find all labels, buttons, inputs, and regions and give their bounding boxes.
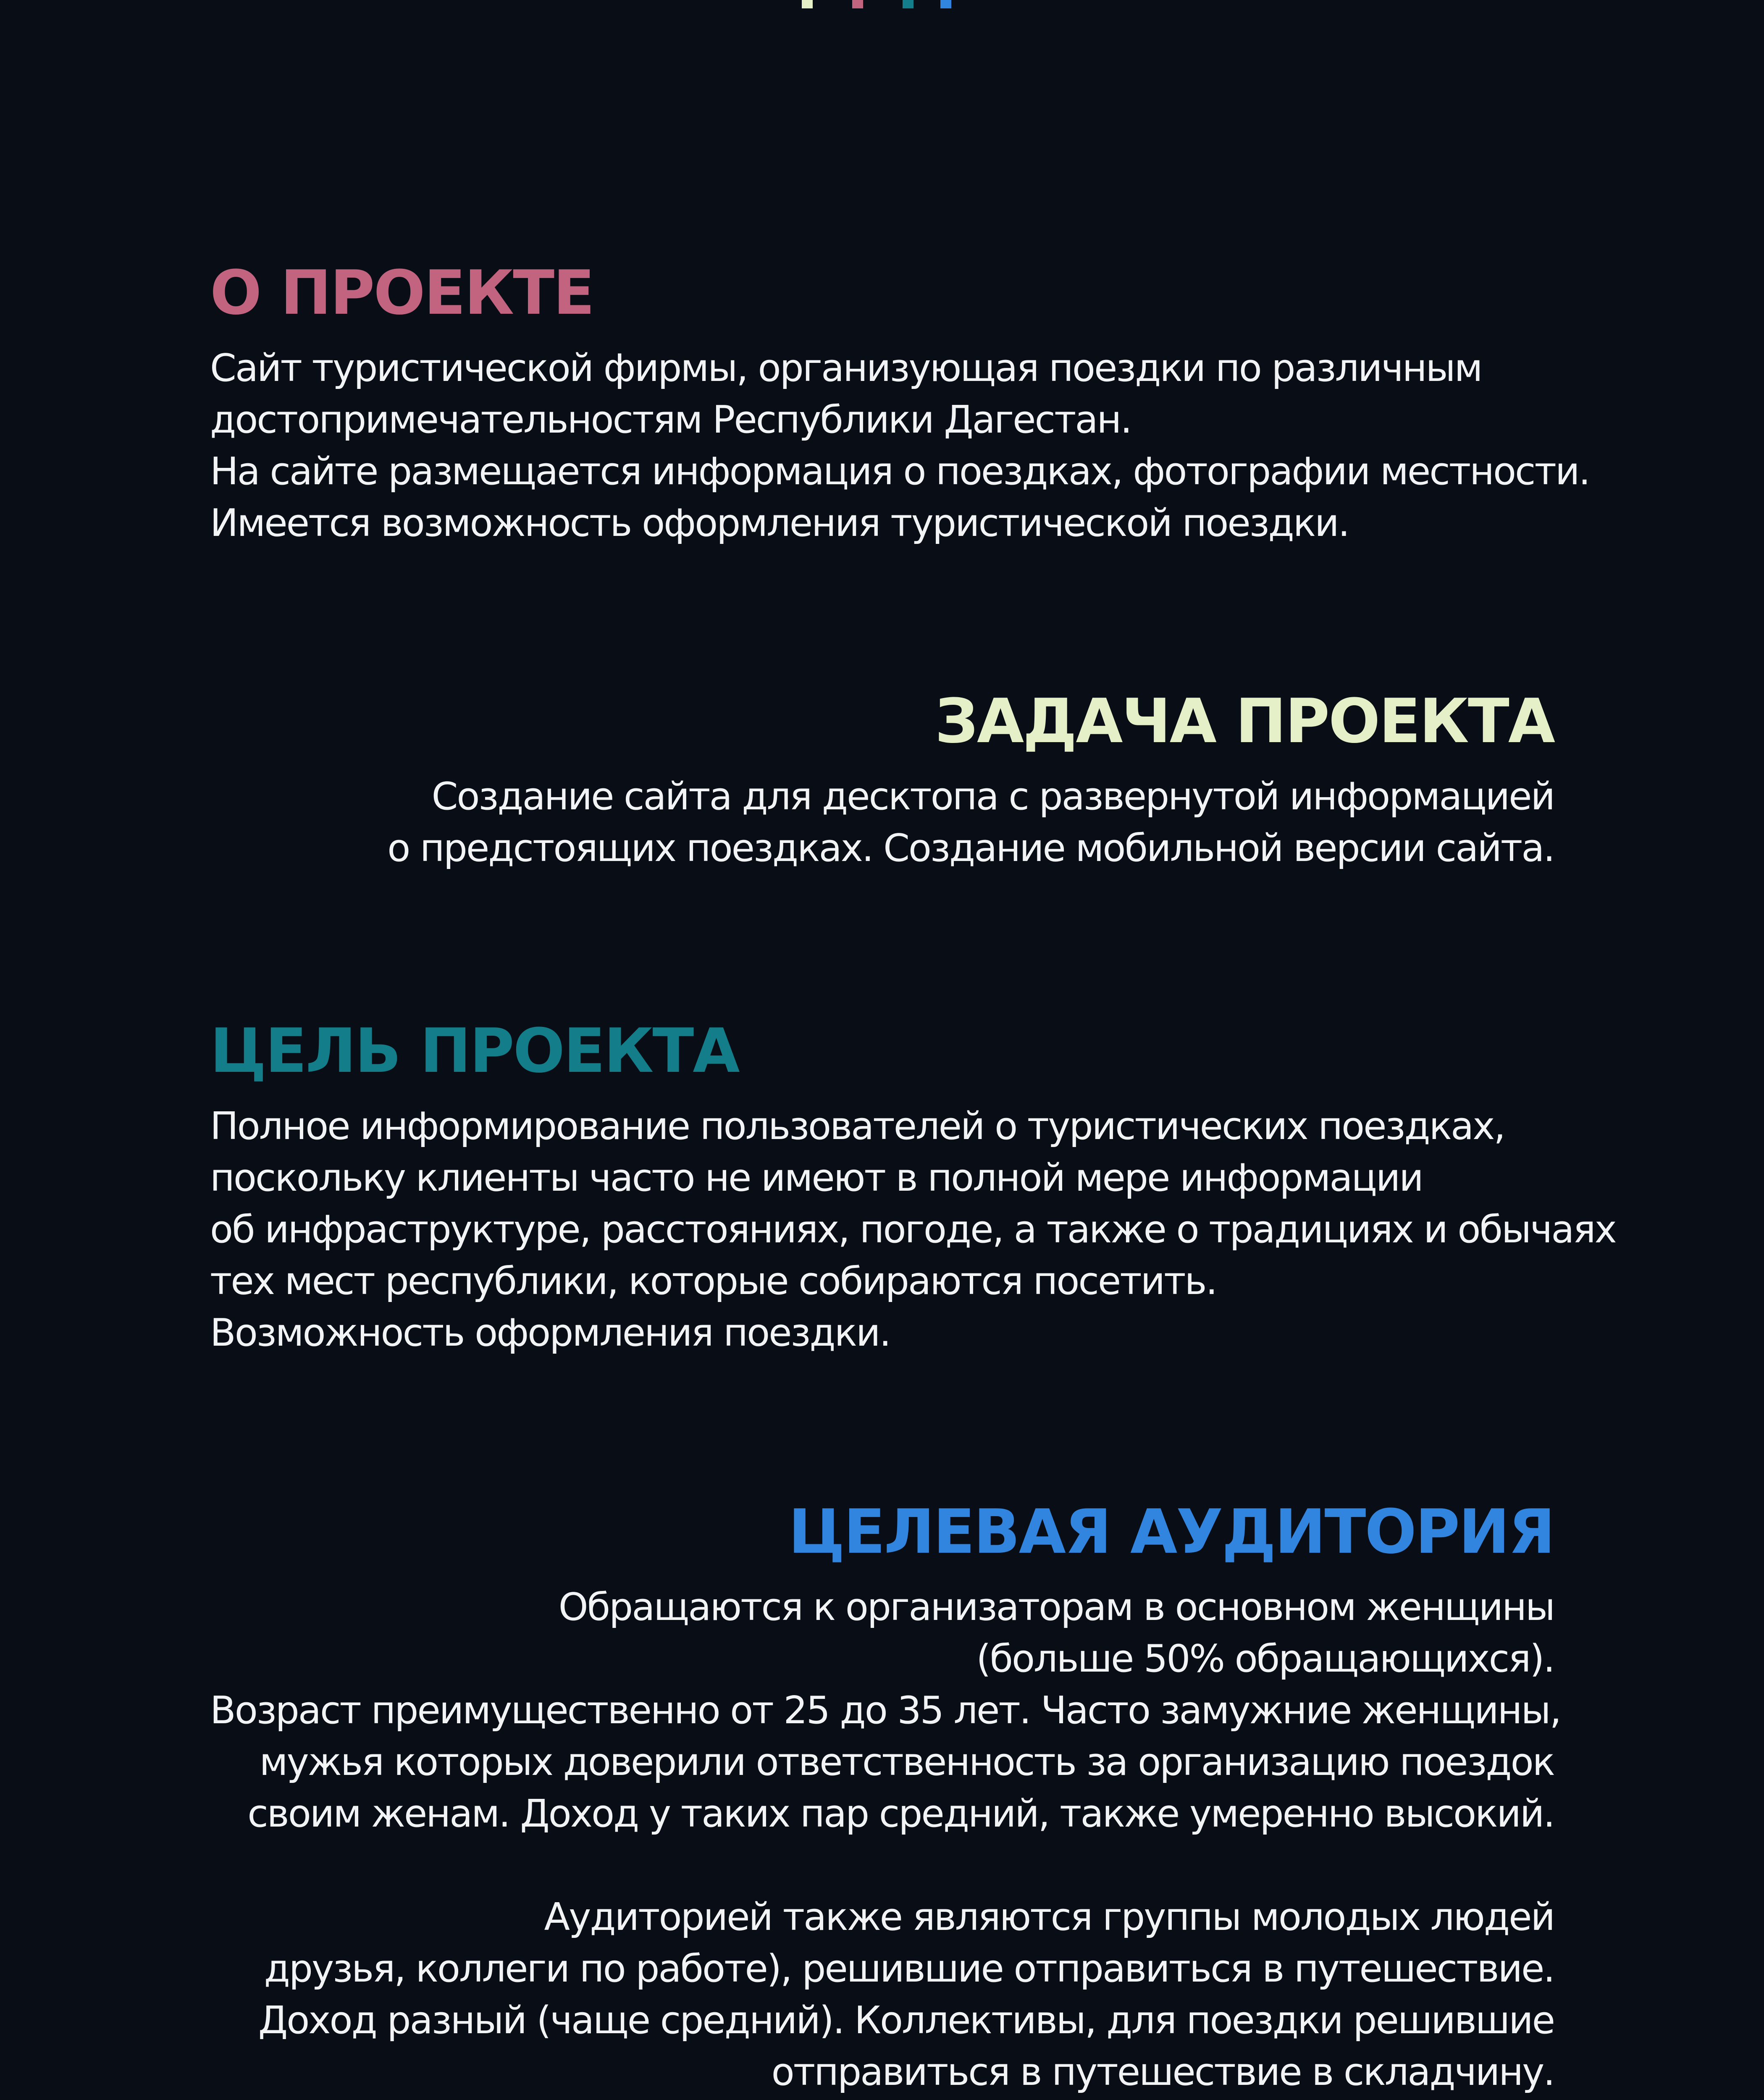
text-line: Доход разный (чаще средний). Коллективы, для поездки решившие (258, 1998, 1554, 2042)
audience-title: ЦЕЛЕВАЯ АУДИТОРИЯ (788, 1496, 1554, 1567)
text-line: Возраст преимущественно от 25 до 35 лет. Часто замужние женщины, (210, 1688, 1561, 1732)
goal-title: ЦЕЛЬ ПРОЕКТА (210, 1016, 739, 1087)
text-line: своим женам. Доход у таких пар средний, также умеренно высокий. (247, 1792, 1554, 1836)
text-line: достопримечательностям Республики Дагестан. (210, 398, 1131, 442)
text-line: мужья которых доверили ответственность за организацию поездок (259, 1740, 1554, 1784)
about-section (210, 253, 1590, 549)
divider-bar-4 (940, 0, 951, 8)
text-line: Имеется возможность оформления туристической поездки. (210, 501, 1349, 545)
goal-text (210, 1100, 1616, 1359)
top-divider (802, 0, 961, 8)
text-line: поскольку клиенты часто не имеют в полной мере информации (210, 1156, 1423, 1200)
task-section (210, 682, 1554, 874)
text-line: тех мест республики, которые собираются посетить. (210, 1259, 1217, 1303)
text-line: отправиться в путешествие в складчину. (771, 2050, 1554, 2094)
task-title: ЗАДАЧА ПРОЕКТА (934, 686, 1554, 757)
text-line: друзья, коллеги по работе), решившие отправиться в путешествие. (264, 1947, 1554, 1991)
text-line: Сайт туристической фирмы, организующая поездки по различным (210, 346, 1482, 390)
text-line: о предстоящих поездках. Создание мобильной версии сайта. (387, 826, 1554, 870)
text-line: об инфраструктуре, расстояниях, погоде, а также о традициях и обычаях (210, 1208, 1616, 1252)
audience-section (210, 1492, 1561, 2100)
goal-section (210, 1011, 1616, 1359)
text-line: (больше 50% обращающихся). (976, 1637, 1554, 1681)
task-text (210, 771, 1554, 874)
about-text (210, 342, 1590, 549)
text-line: Полное информирование пользователей о туристических поездках, (210, 1104, 1504, 1148)
audience-text (210, 1581, 1561, 2100)
text-line: Создание сайта для десктопа с развернутой информацией (431, 774, 1554, 819)
divider-bar-1 (802, 0, 813, 8)
text-line: На сайте размещается информация о поездках, фотографии местности. (210, 449, 1590, 494)
divider-bar-3 (903, 0, 914, 8)
about-title: О ПРОЕКТЕ (210, 257, 594, 328)
text-line (210, 1840, 1554, 1891)
divider-bar-2 (852, 0, 863, 8)
text-line: Аудиторией также являются группы молодых людей (544, 1895, 1554, 1939)
text-line: Возможность оформления поездки. (210, 1311, 890, 1355)
text-line (210, 2098, 1554, 2100)
text-line: Обращаются к организаторам в основном женщины (558, 1585, 1554, 1629)
